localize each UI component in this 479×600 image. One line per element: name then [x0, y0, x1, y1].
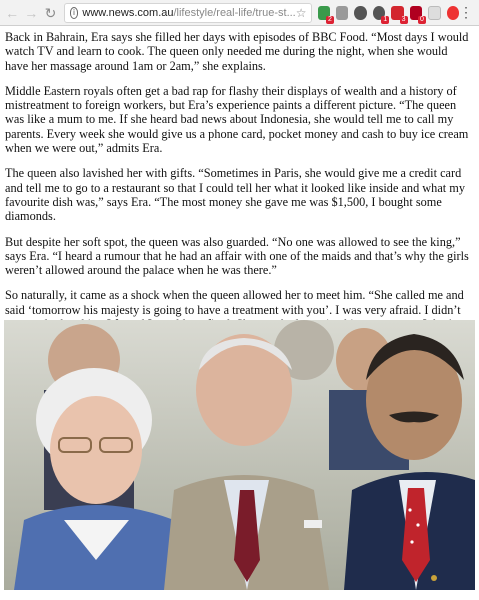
article-paragraph: Back in Bahrain, Era says she filled her days with episodes of BBC Food. “Most days I would watch TV and learn to cook. The queen only needed me during the night, when she would have her massage around 1am or 2am,” she explains. — [5, 30, 469, 73]
article-paragraph: But despite her soft spot, the queen was also guarded. “No one was allowed to see the king,” says Era. “I heard a rumour that he had an affair with one of the maids and that’s why the girls weren’t allowed around the palace when he was there.” — [5, 234, 469, 278]
extension-1-icon[interactable] — [318, 6, 332, 23]
extension-4-icon[interactable] — [373, 6, 388, 23]
reload-icon[interactable]: ↻ — [44, 4, 57, 21]
extension-1-badge: 2 — [328, 15, 332, 23]
url-host: www.news.com.au — [82, 6, 174, 19]
article-body — [5, 30, 473, 357]
extension-7-icon[interactable] — [428, 6, 441, 20]
extension-3-icon[interactable] — [354, 6, 366, 20]
address-bar[interactable] — [64, 3, 312, 23]
back-icon[interactable]: ← — [5, 4, 20, 21]
extension-5-icon[interactable] — [391, 6, 406, 23]
extension-6-badge: 0 — [420, 15, 424, 23]
article-photo — [4, 320, 475, 590]
extension-2-icon[interactable] — [336, 6, 348, 20]
photo-illustration — [4, 320, 475, 590]
url-path: /lifestyle/real-life/true-st... — [173, 6, 296, 19]
extension-6-icon[interactable] — [410, 6, 424, 23]
forward-icon[interactable]: → — [24, 4, 39, 21]
extension-4-badge: 1 — [383, 15, 388, 23]
browser-menu-icon[interactable]: ⋮ — [459, 4, 473, 20]
extension-8-icon[interactable] — [447, 6, 459, 20]
browser-toolbar — [0, 0, 479, 26]
article-paragraph: So naturally, it came as a shock when the queen allowed her to meet him. “She called me and said ‘tomorrow his majesty is going to have a treatment with you’. I was very afraid. I didn’t — [5, 288, 464, 317]
site-info-icon[interactable]: i — [70, 7, 79, 19]
extension-5-badge: 3 — [401, 15, 406, 23]
article-paragraph: The queen also lavished her with gifts. “Sometimes in Paris, she would give me a credit card and tell me to go to a restaurant so that I could tell her what it looked like inside and what my favourite dish was,” says Era. “The most money she gave me was $1,500, I bought some diamonds. — [5, 166, 465, 224]
bookmark-star-icon[interactable]: ☆ — [295, 5, 307, 20]
article-paragraph: Middle Eastern royals often get a bad rap for flashy their displays of wealth and a history of mistreatment to foreign workers, but Era’s experience paints a different picture. “The queen was like a mum to me. If she heard bad news about Indonesia, she would tell me to call my parents. Every week she would give us a phone card, pocket money and cash to buy ice cream when we were out,” admits Era. — [5, 83, 469, 156]
